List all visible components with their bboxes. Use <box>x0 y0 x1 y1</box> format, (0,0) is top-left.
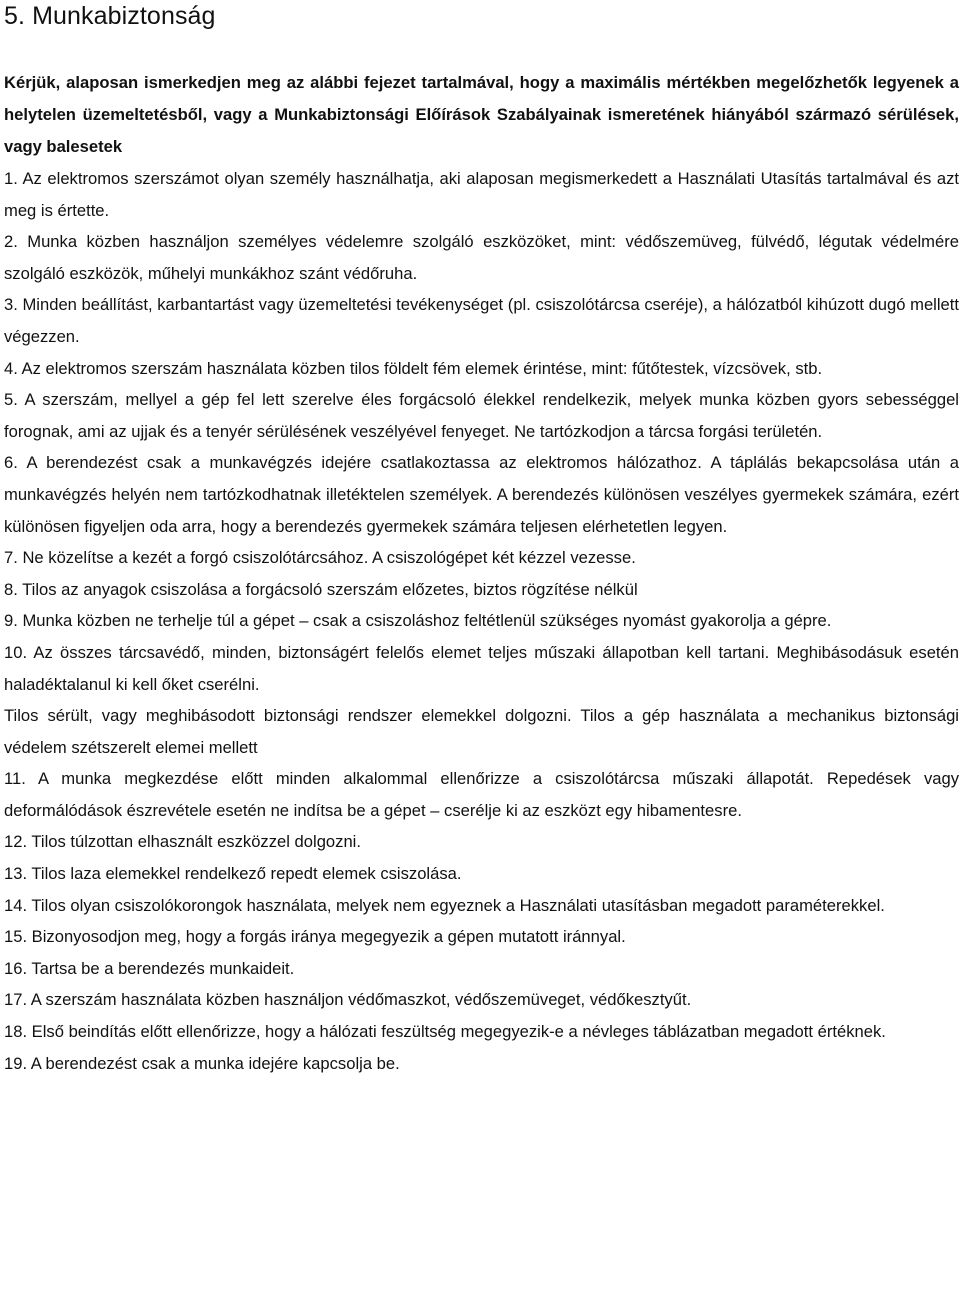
safety-rule: 4. Az elektromos szerszám használata közben tilos földelt fém elemek érintése, mint: fűtőtestek, vízcsövek, stb. <box>4 358 823 378</box>
safety-rule: 3. Minden beállítást, karbantartást vagy üzemeltetési tevékenységet (pl. csiszolótárcsa cseréje), a hálózatból kihúzott dugó mellett végezzen. <box>4 295 959 346</box>
safety-rule: 6. A berendezést csak a munkavégzés idejére csatlakoztassa az elektromos hálózathoz. A táplálás bekapcsolása után a munkavégzés helyén nem tartózkodhatnak illetéktelen személyek. A berendezés különösen veszélyes gyermekek számára, ezért különösen figyeljen oda arra, hogy a berendezés gyermekek számára teljesen elérhetetlen legyen. <box>4 453 959 536</box>
safety-rule: 7. Ne közelítse a kezét a forgó csiszolótárcsához. A csiszológépet két kézzel vezesse. <box>4 548 636 568</box>
document-page <box>4 0 959 1079</box>
safety-rule-note: Tilos sérült, vagy meghibásodott biztonsági rendszer elemekkel dolgozni. Tilos a gép használata a mechanikus biztonsági védelem szétszerelt elemei mellett <box>4 706 959 757</box>
safety-rule: 8. Tilos az anyagok csiszolása a forgácsoló szerszám előzetes, biztos rögzítése nélkül <box>4 579 638 599</box>
safety-rule: 9. Munka közben ne terhelje túl a gépet – csak a csiszoláshoz feltétlenül szükséges nyomást gyakorolja a gépre. <box>4 611 832 631</box>
safety-rule: 19. A berendezést csak a munka idejére kapcsolja be. <box>4 1053 400 1073</box>
safety-rule: 17. A szerszám használata közben használjon védőmaszkot, védőszemüveget, védőkesztyűt. <box>4 990 692 1010</box>
safety-rule: 5. A szerszám, mellyel a gép fel lett szerelve éles forgácsoló élekkel rendelkezik, melyek munka közben gyors sebességgel forognak, ami az ujjak és a tenyér sérülésének veszélyével fenyeget. Ne tartózkodjon a tárcsa forgási területén. <box>4 390 959 441</box>
safety-rule: 10. Az összes tárcsavédő, minden, biztonságért felelős elemet teljes műszaki állapotban kell tartani. Meghibásodásuk esetén haladéktalanul ki kell őket cserélni. <box>4 642 959 694</box>
section-heading: 5. Munkabiztonság <box>4 2 216 30</box>
safety-rule: 16. Tartsa be a berendezés munkaideit. <box>4 958 295 978</box>
safety-rule: 12. Tilos túlzottan elhasznált eszközzel dolgozni. <box>4 832 361 852</box>
safety-rule: 15. Bizonyosodjon meg, hogy a forgás iránya megegyezik a gépen mutatott iránnyal. <box>4 927 626 947</box>
safety-rules-list <box>4 163 959 1079</box>
safety-rule: 11. A munka megkezdése előtt minden alkalommal ellenőrizze a csiszolótárcsa műszaki állapotát. Repedések vagy deformálódások észrevétele esetén ne indítsa be a gépet – cserélje ki az eszközt egy hibamentesre. <box>4 769 959 820</box>
safety-rule: 2. Munka közben használjon személyes védelemre szolgáló eszközöket, mint: védőszemüveg, fülvédő, légutak védelmére szolgáló eszközök, műhelyi munkákhoz szánt védőruha. <box>4 232 959 283</box>
safety-rule: 13. Tilos laza elemekkel rendelkező repedt elemek csiszolása. <box>4 864 462 884</box>
safety-rule: 1. Az elektromos szerszámot olyan személy használhatja, aki alaposan megismerkedett a Használati Utasítás tartalmával és azt meg is értette. <box>4 169 959 220</box>
safety-rule: 18. Első beindítás előtt ellenőrizze, hogy a hálózati feszültség megegyezik-e a névleges táblázatban megadott értéknek. <box>4 1022 886 1042</box>
intro-paragraph: Kérjük, alaposan ismerkedjen meg az alábbi fejezet tartalmával, hogy a maximális mértékben megelőzhetők legyenek a helytelen üzemeltetésből, vagy a Munkabiztonsági Előírások Szabályainak ismeretének hiányából származó sérülések, vagy balesetek <box>4 73 959 156</box>
safety-rule: 14. Tilos olyan csiszolókorongok használata, melyek nem egyeznek a Használati utasításban megadott paraméterekkel. <box>4 895 885 915</box>
